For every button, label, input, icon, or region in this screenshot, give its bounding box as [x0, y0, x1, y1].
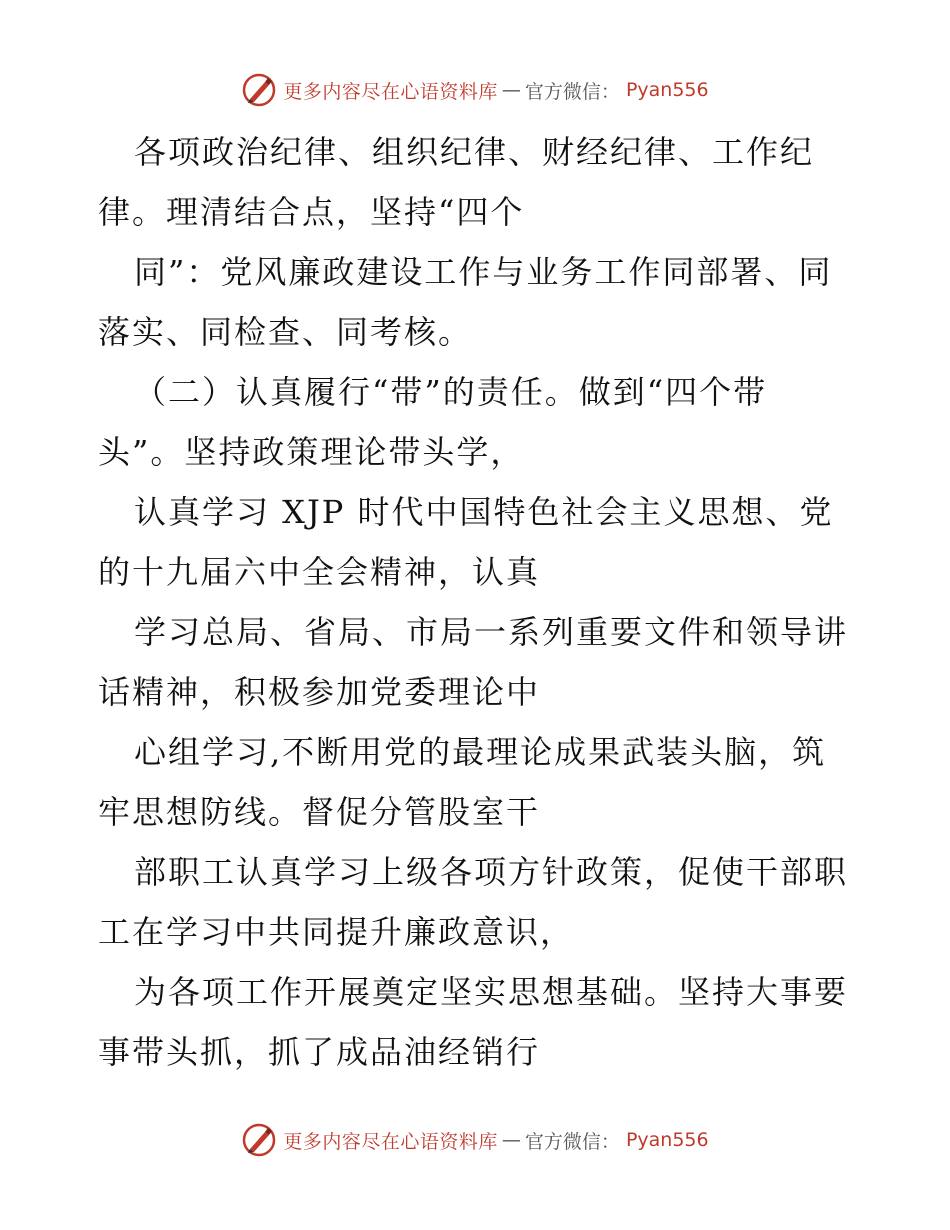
- pen-logo-icon: [241, 72, 277, 108]
- body-line: 落实、同检查、同考核。: [98, 313, 473, 351]
- header-wechat-id: Pyan556: [625, 79, 709, 101]
- body-line: 各项政治纪律、组织纪律、财经纪律、工作纪: [134, 133, 815, 171]
- body-line: 部职工认真学习上级各项方针政策，促使干部职: [134, 853, 849, 891]
- header-watermark: [0, 68, 950, 112]
- body-line: 事带头抓，抓了成品油经销行: [98, 1033, 541, 1071]
- body-line: 认真学习 XJP 时代中国特色社会主义思想、党: [134, 493, 834, 531]
- header-dash: —: [501, 79, 521, 101]
- footer-wechat-label: 官方微信：: [524, 1130, 620, 1153]
- document-body: [98, 122, 858, 1082]
- body-line: （二）认真履行“带”的责任。做到“四个带: [134, 373, 768, 411]
- body-line: 工在学习中共同提升廉政意识，: [98, 913, 575, 951]
- body-line: 牢思想防线。督促分管股室干: [98, 793, 541, 831]
- body-line: 的十九届六中全会精神，认真: [98, 553, 541, 591]
- body-line: 心组学习,不断用党的最理论成果武装头脑，筑: [134, 733, 827, 771]
- body-line: 律。理清结合点，坚持“四个: [98, 193, 525, 231]
- body-line: 同”：党风廉政建设工作与业务工作同部署、同: [134, 253, 833, 291]
- body-line: 话精神，积极参加党委理论中: [98, 673, 541, 711]
- footer-watermark: [0, 1118, 950, 1162]
- body-line: 为各项工作开展奠定坚实思想基础。坚持大事要: [134, 973, 849, 1011]
- footer-wechat-id: Pyan556: [625, 1129, 709, 1151]
- body-line: 学习总局、省局、市局一系列重要文件和领导讲: [134, 613, 849, 651]
- header-wechat-label: 官方微信：: [524, 80, 620, 103]
- footer-dash: —: [501, 1129, 521, 1151]
- footer-watermark-text: 更多内容尽在心语资料库: [283, 1130, 498, 1153]
- pen-logo-icon: [241, 1122, 277, 1158]
- body-line: 头”。坚持政策理论带头学，: [98, 433, 525, 471]
- header-watermark-text: 更多内容尽在心语资料库: [283, 80, 498, 103]
